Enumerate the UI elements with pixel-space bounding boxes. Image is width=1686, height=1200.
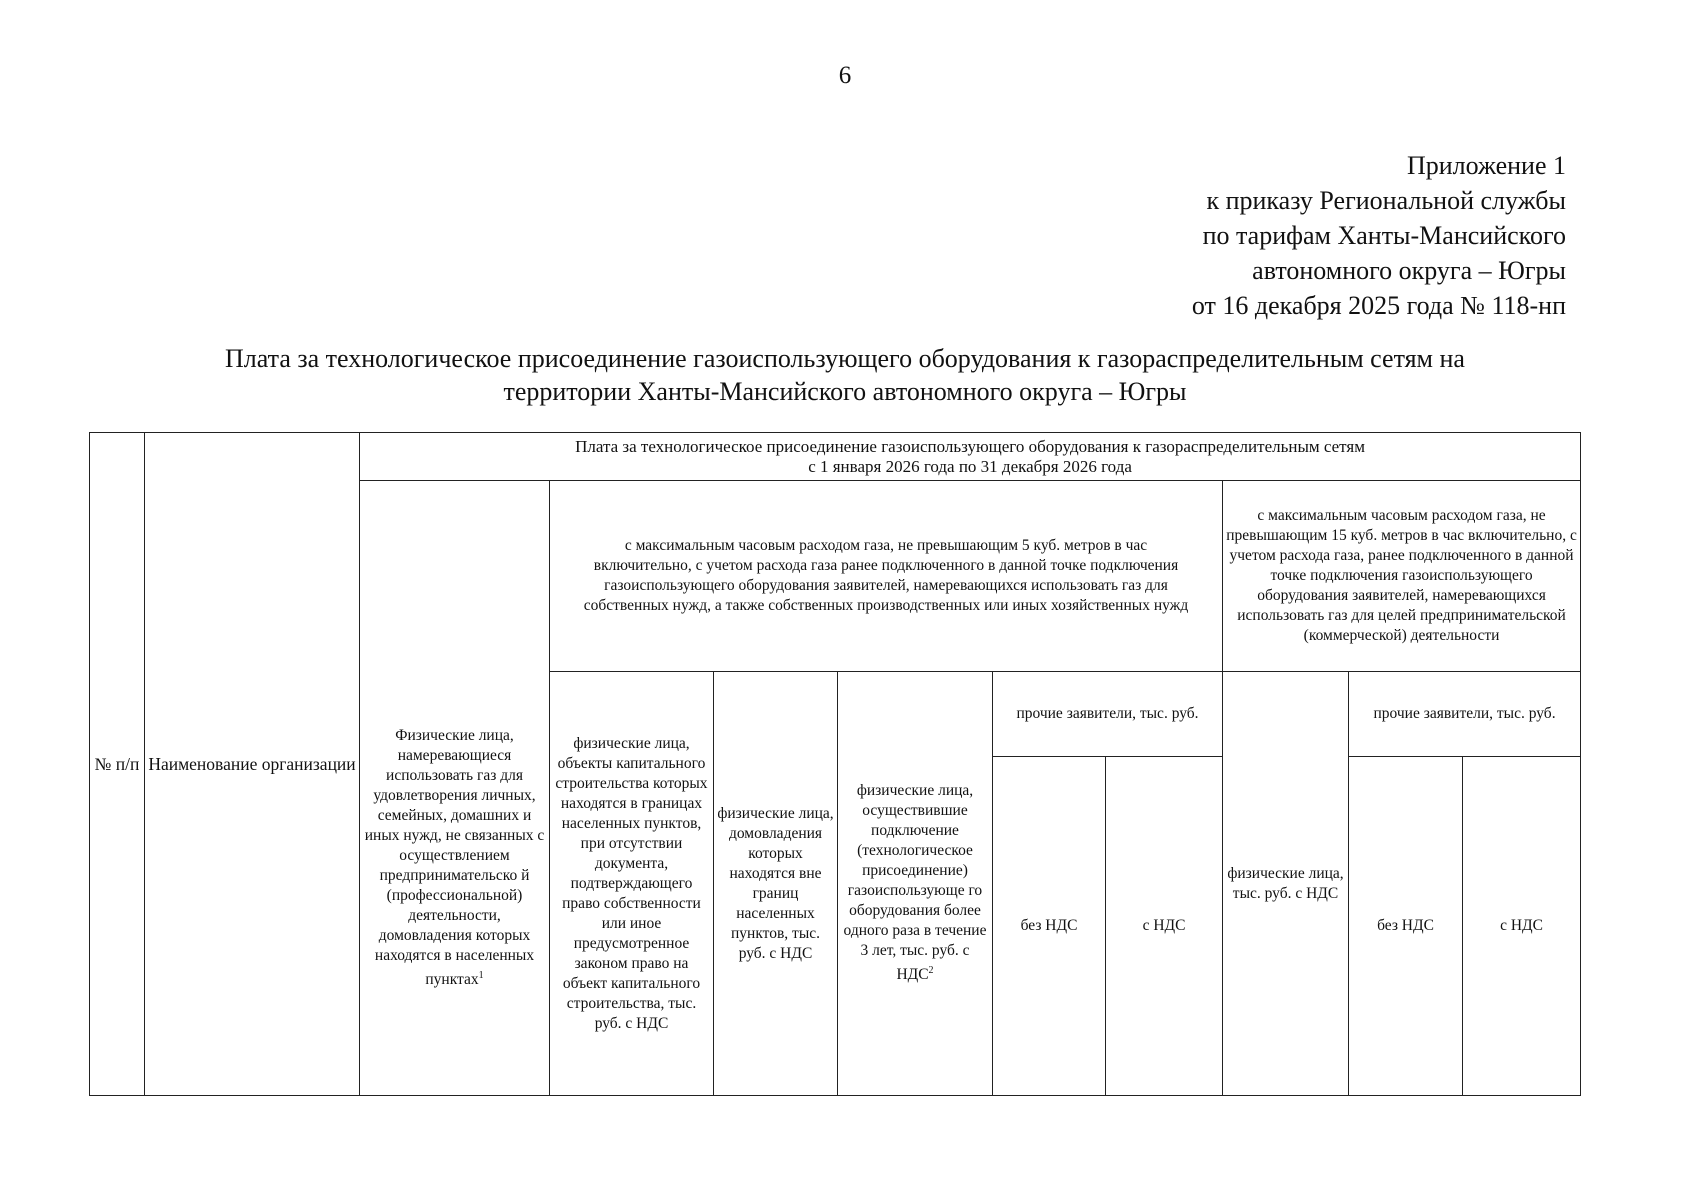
appendix-line-5: от 16 декабря 2025 года № 118-нп bbox=[1191, 291, 1566, 320]
footnote-marker-2: 2 bbox=[928, 965, 934, 977]
appendix-line-3: по тарифам Ханты-Мансийского bbox=[1202, 221, 1566, 250]
column-header-number: № п/п bbox=[90, 433, 145, 1096]
column-header-other-applicants-15m3: прочие заявители, тыс. руб. bbox=[1349, 672, 1581, 757]
appendix-header bbox=[1046, 148, 1566, 323]
footnote-marker-1: 1 bbox=[478, 970, 484, 982]
appendix-line-2: к приказу Региональной службы bbox=[1206, 186, 1566, 215]
column-header-with-vat-5m3: с НДС bbox=[1106, 757, 1223, 1096]
column-header-organization: Наименование организации bbox=[145, 433, 360, 1096]
header-main bbox=[360, 433, 1581, 481]
title-line-2: территории Ханты-Мансийского автономного округа – Югры bbox=[503, 377, 1187, 406]
column-header-individuals-15m3: физические лица, тыс. руб. с НДС bbox=[1223, 672, 1349, 1096]
tariff-table bbox=[89, 432, 1581, 1096]
page-number: 6 bbox=[838, 62, 852, 89]
column-header-with-vat-15m3: с НДС bbox=[1463, 757, 1581, 1096]
appendix-line-1: Приложение 1 bbox=[1406, 151, 1566, 180]
column-header-individuals-repeat-connection: физические лица, осуществившие подключение (технологическое присоединение) газоиспользующе го оборудования более одного раза в течение 3 лет, тыс. руб. с НДС$^2$ bbox=[838, 672, 993, 1096]
title-line-1: Плата за технологическое присоединение газоиспользующего оборудования к газораспределительным сетям на bbox=[225, 344, 1465, 373]
column-header-individuals-no-document: физические лица, объекты капитального строительства которых находятся в границах населенных пунктов, при отсутствии документа, подтверждающего право собственности или иное предусмотренное законом право на объект капитального строительства, тыс. руб. с НДС bbox=[550, 672, 714, 1096]
group-header-15m3: с максимальным часовым расходом газа, не превышающим 15 куб. метров в час включительно, с учетом расхода газа, ранее подключенного в данной точке подключения газоиспользующего оборудования заявителей, намеревающихся использовать газ для целей предпринимательской (коммерческой) деятельности bbox=[1223, 481, 1581, 672]
column-header-individuals-personal: Физические лица, намеревающиеся использовать газ для удовлетворения личных, семейных, домашних и иных нужд, не связанных с осуществлением предпринимательско й (профессиональной) деятельности, домовладения которых находятся в населенных пунктах$^1$ bbox=[360, 481, 550, 1096]
appendix-line-4: автономного округа – Югры bbox=[1252, 256, 1566, 285]
group-header-5m3: с максимальным часовым расходом газа, не превышающим 5 куб. метров в час включительно, с учетом расхода газа ранее подключенного в данной точке подключения газоиспользующего оборудования заявителей, намеревающихся использовать газ для собственных нужд, а также собственных производственных или иных хозяйственных нужд bbox=[550, 481, 1223, 672]
header-main-line-2: с 1 января 2026 года по 31 декабря 2026 года bbox=[808, 456, 1132, 476]
column-header-without-vat-5m3: без НДС bbox=[993, 757, 1106, 1096]
header-main-line-1: Плата за технологическое присоединение газоиспользующего оборудования к газораспределительным сетям bbox=[575, 436, 1365, 456]
column-header-individuals-outside-settlements: физические лица, домовладения которых находятся вне границ населенных пунктов, тыс. руб. с НДС bbox=[714, 672, 838, 1096]
document-title bbox=[90, 342, 1600, 408]
column-header-other-applicants-5m3: прочие заявители, тыс. руб. bbox=[993, 672, 1223, 757]
column-header-without-vat-15m3: без НДС bbox=[1349, 757, 1463, 1096]
